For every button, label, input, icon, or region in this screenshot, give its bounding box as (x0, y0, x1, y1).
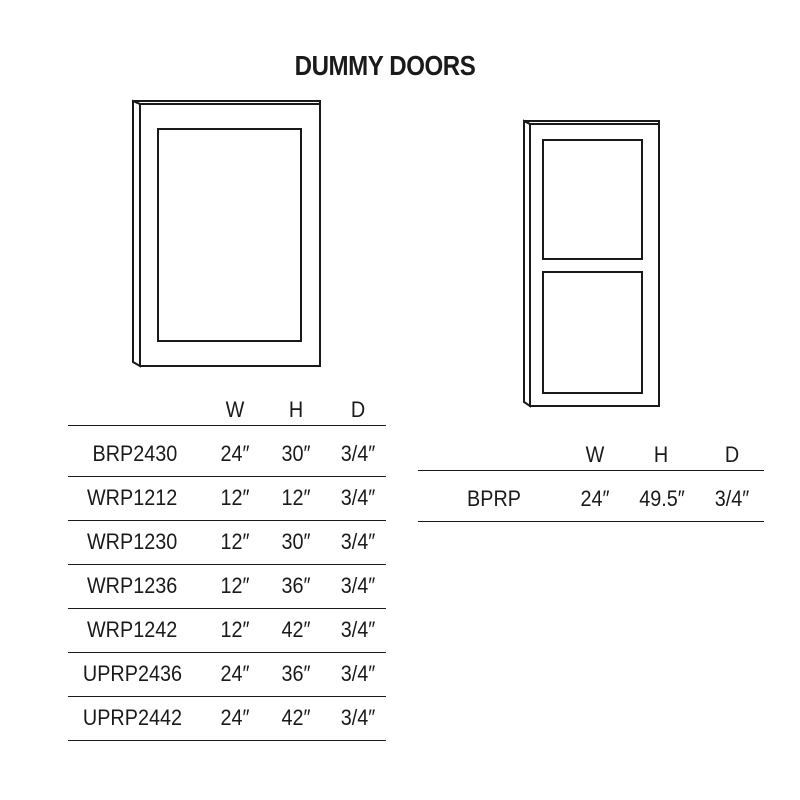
depth-value: 3/4″ (714, 486, 750, 511)
height-value: 36″ (281, 661, 311, 686)
height-value: 42″ (281, 705, 311, 730)
table-row (68, 652, 386, 697)
width-value: 12″ (220, 617, 250, 642)
table-header-row (68, 395, 386, 426)
width-value: 24″ (220, 661, 250, 686)
product-code: BPRP (467, 486, 521, 511)
two-panel-door-lower-panel (543, 272, 642, 393)
table-row (68, 696, 386, 741)
header-height: H (653, 442, 669, 467)
height-value: 42″ (281, 617, 311, 642)
width-value: 24″ (220, 705, 250, 730)
table-row (68, 432, 386, 477)
width-value: 24″ (220, 441, 250, 466)
width-value: 12″ (220, 485, 250, 510)
product-code: WRP1242 (86, 617, 178, 642)
page-title: DUMMY DOORS (294, 50, 476, 81)
product-code: WRP1236 (86, 573, 178, 598)
table-row (68, 608, 386, 653)
table-row (68, 520, 386, 565)
height-value: 49.5″ (639, 486, 685, 511)
two-panel-door-upper-panel (543, 140, 642, 259)
header-depth: D (724, 442, 740, 467)
product-code: UPRP2436 (82, 661, 182, 686)
height-value: 36″ (281, 573, 311, 598)
table-header-row (418, 440, 764, 471)
depth-value: 3/4″ (340, 529, 376, 554)
right-dimensions-table (418, 440, 764, 525)
table-row (68, 564, 386, 609)
header-depth: D (350, 397, 366, 422)
product-code: UPRP2442 (82, 705, 182, 730)
depth-value: 3/4″ (340, 705, 376, 730)
left-dimensions-table (68, 395, 386, 740)
width-value: 12″ (220, 573, 250, 598)
product-code: BRP2430 (92, 441, 178, 466)
height-value: 12″ (281, 485, 311, 510)
product-code: WRP1230 (86, 529, 178, 554)
height-value: 30″ (281, 529, 311, 554)
depth-value: 3/4″ (340, 661, 376, 686)
table-row (68, 476, 386, 521)
two-panel-door-face (530, 124, 659, 406)
depth-value: 3/4″ (340, 617, 376, 642)
product-code: WRP1212 (86, 485, 178, 510)
depth-value: 3/4″ (340, 441, 376, 466)
table-row (418, 477, 764, 522)
width-value: 12″ (220, 529, 250, 554)
header-height: H (288, 397, 304, 422)
header-width: W (225, 397, 245, 422)
width-value: 24″ (580, 486, 610, 511)
header-width: W (585, 442, 605, 467)
height-value: 30″ (281, 441, 311, 466)
depth-value: 3/4″ (340, 573, 376, 598)
depth-value: 3/4″ (340, 485, 376, 510)
